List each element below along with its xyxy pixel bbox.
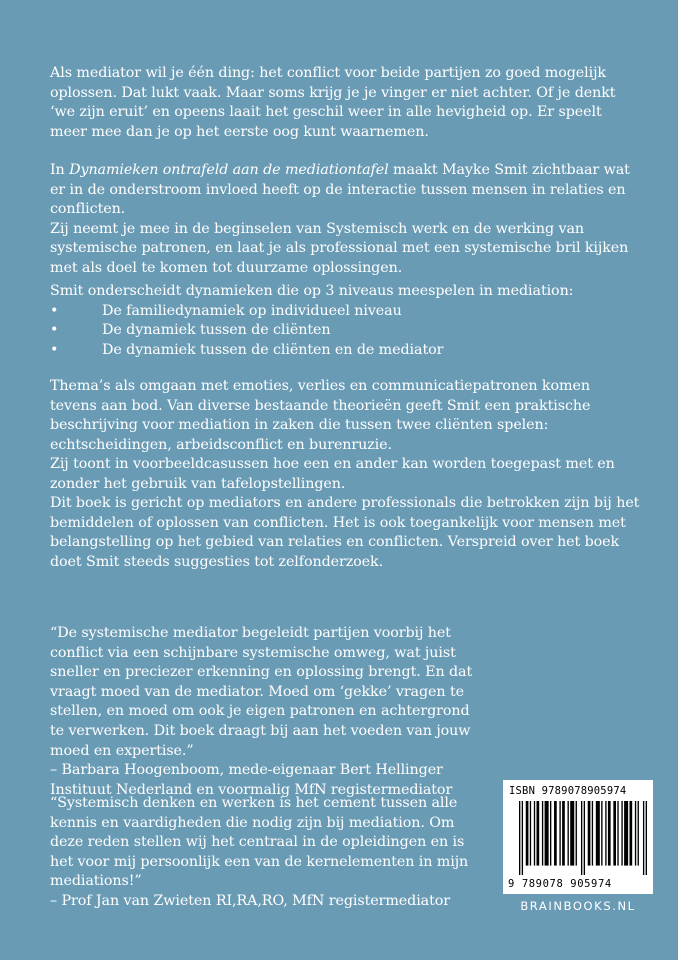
audience-text: Dit boek is gericht op mediators en andere professionals die betrokken zijn bij het bemiddelen of oplossen van conflicten. Het is ook toegankelijk voor mensen met belangstelling op het gebied van relaties en conflicten. Verspreid over het boek doet Smit steeds suggesties tot zelfonderzoek. <box>50 495 640 570</box>
quote-2-author: – Prof Jan van Zwieten RI,RA,RO, MfN registermediator <box>50 892 450 909</box>
barcode-icon <box>519 801 647 875</box>
level-label: De familiedynamiek op individueel niveau <box>102 302 402 319</box>
level-label: De dynamiek tussen de cliënten en de mediator <box>102 341 444 358</box>
book-title: Dynamieken ontrafeld aan de mediationtafel <box>69 162 389 178</box>
isbn-label: ISBN 9789078905974 <box>509 785 627 797</box>
list-item <box>50 321 640 341</box>
quote-1 <box>50 624 480 800</box>
level-label: De dynamiek tussen de cliënten <box>102 322 331 339</box>
bullet: • <box>50 322 59 339</box>
themes-text-2: Zij toont in voorbeeldcasussen hoe een en ander kan worden toegepast met en zonder het gebruik van tafelopstellingen. <box>50 456 615 492</box>
themes-paragraph <box>50 377 640 495</box>
about-paragraph <box>50 161 640 279</box>
quote-1-text: “De systemische mediator begeleidt partijen voorbij het conflict via een schijnbare systemische omweg, wat juist sneller en preciezer erkenning en oplossing brengt. En dat vraagt moed van de mediator. Moed om ‘gekke’ vragen te stellen, en moed om ook je eigen patronen en achtergrond te verwerken. Dit boek draagt bij aan het voeden van jouw moed en expertise.” <box>50 625 473 759</box>
publisher-label: BRAINBOOKS.NL <box>503 893 653 918</box>
about-text-1 <box>50 161 640 220</box>
list-item <box>50 302 640 322</box>
list-item <box>50 341 640 361</box>
levels-intro: Smit onderscheidt dynamieken die op 3 niveaus meespelen in mediation: <box>50 283 574 299</box>
intro-paragraph <box>50 64 640 142</box>
quote-2 <box>50 794 480 912</box>
themes-text-1: Thema’s als omgaan met emoties, verlies en communicatiepatronen komen tevens aan bod. Van diverse bestaande theorieën geeft Smit een praktische beschrijving voor mediation in zaken die tussen twee cliënten spelen: echtscheidingen, arbeidsconflict en burenruzie. <box>50 378 591 453</box>
bullet: • <box>50 341 59 358</box>
levels-section <box>50 282 640 360</box>
quote-2-text: “Systemisch denken en werken is het cement tussen alle kennis en vaardigheden die nodig zijn bij mediation. Om deze reden stellen wij het centraal in de opleidingen en is het voor mij persoonlijk een van de kernelementen in mijn mediations!” <box>50 795 469 890</box>
bullet: • <box>50 302 59 319</box>
levels-list <box>50 302 640 361</box>
audience-paragraph <box>50 494 640 572</box>
intro-text: Als mediator wil je één ding: het conflict voor beide partijen zo goed mogelijk oplossen. Dat lukt vaak. Maar soms krijg je je vinger er niet achter. Of je denkt ‘we zijn eruit’ en opeens laait het geschil weer in alle hevigheid op. Er speelt meer mee dan je op het eerste oog kunt waarnemen. <box>50 65 616 140</box>
about-text-1-rest: maakt Mayke Smit zichtbaar wat er in de onderstroom invloed heeft op de interactie tussen mensen in relaties en conflicten. <box>50 162 630 218</box>
about-text-2: Zij neemt je mee in de beginselen van Systemisch werk en de werking van systemische patronen, en laat je als professional met een systemische bril kijken met als doel te komen tot duurzame oplossingen. <box>50 220 629 276</box>
isbn-digits: 9 789078 905974 <box>508 878 612 890</box>
quote-1-author: – Barbara Hoogenboom, mede-eigenaar Bert Hellinger Instituut Nederland en voormalig MfN registermediator <box>50 762 453 798</box>
isbn-barcode-box <box>503 780 653 893</box>
about-lead: In <box>50 162 70 178</box>
